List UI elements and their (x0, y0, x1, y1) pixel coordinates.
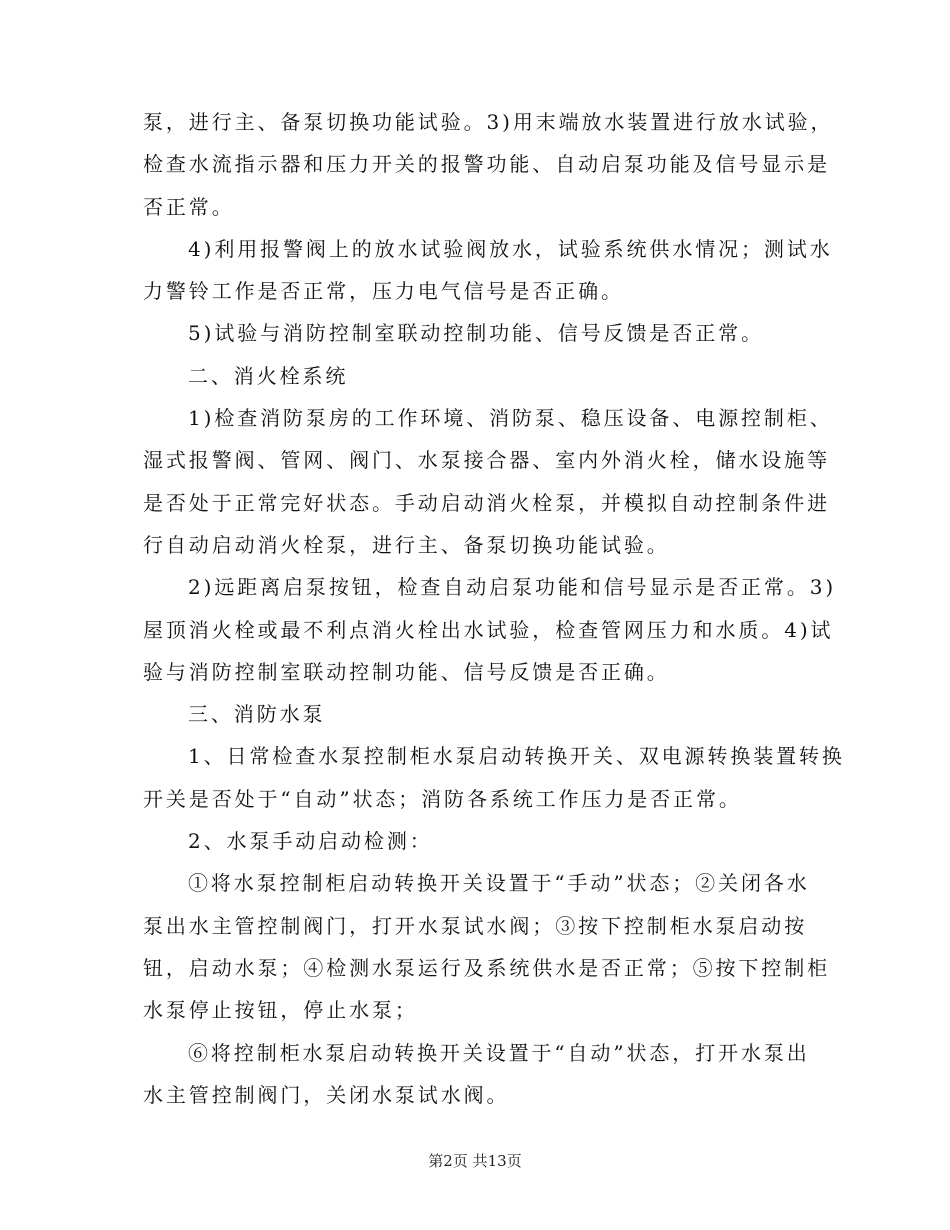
text-line: ①将水泵控制柜启动转换开关设置于“手动”状态；②关闭各水 (188, 871, 810, 896)
text-line: 否正常。 (143, 194, 235, 219)
text-line: 行自动启动消火栓泵，进行主、备泵切换功能试验。 (143, 532, 670, 557)
text-line: 开关是否处于“自动”状态；消防各系统工作压力是否正常。 (143, 786, 742, 811)
text-line: 1)检查消防泵房的工作环境、消防泵、稳压设备、电源控制柜、 (188, 406, 833, 431)
section-heading: 二、消火栓系统 (188, 363, 349, 388)
text-line: 2)远距离启泵按钮，检查自动启泵功能和信号显示是否正常。3) (188, 575, 837, 600)
page-number-footer: 第2页 共13页 (428, 1152, 522, 1170)
section-heading: 三、消防水泵 (188, 702, 326, 727)
text-line: 检查水流指示器和压力开关的报警功能、自动启泵功能及信号显示是 (143, 152, 830, 177)
text-line: 湿式报警阀、管网、阀门、水泵接合器、室内外消火栓，储水设施等 (143, 448, 830, 473)
text-line: 屋顶消火栓或最不利点消火栓出水试验，检查管网压力和水质。4)试 (143, 617, 834, 642)
text-line: 力警铃工作是否正常，压力电气信号是否正确。 (143, 279, 624, 304)
text-line: 是否处于正常完好状态。手动启动消火栓泵，并模拟自动控制条件进 (143, 490, 830, 515)
text-line: 2、水泵手动启动检测： (188, 829, 433, 854)
text-line: ⑥将控制柜水泵启动转换开关设置于“自动”状态，打开水泵出 (188, 1040, 810, 1065)
text-line: 4)利用报警阀上的放水试验阀放水，试验系统供水情况；测试水 (188, 236, 833, 261)
text-line: 泵，进行主、备泵切换功能试验。3)用末端放水装置进行放水试验， (143, 110, 834, 134)
text-line: 泵出水主管控制阀门，打开水泵试水阀；③按下控制柜水泵启动按 (143, 913, 808, 938)
text-line: 水泵停止按钮，停止水泵； (143, 998, 418, 1023)
document-body (143, 101, 845, 1116)
text-line: 钮，启动水泵；④检测水泵运行及系统供水是否正常；⑤按下控制柜 (143, 955, 830, 980)
text-line: 水主管控制阀门，关闭水泵试水阀。 (143, 1082, 510, 1107)
text-line: 1、日常检查水泵控制柜水泵启动转换开关、双电源转换装置转换 (188, 744, 845, 769)
text-line: 5)试验与消防控制室联动控制功能、信号反馈是否正常。 (188, 321, 764, 346)
text-line: 验与消防控制室联动控制功能、信号反馈是否正确。 (143, 659, 670, 684)
